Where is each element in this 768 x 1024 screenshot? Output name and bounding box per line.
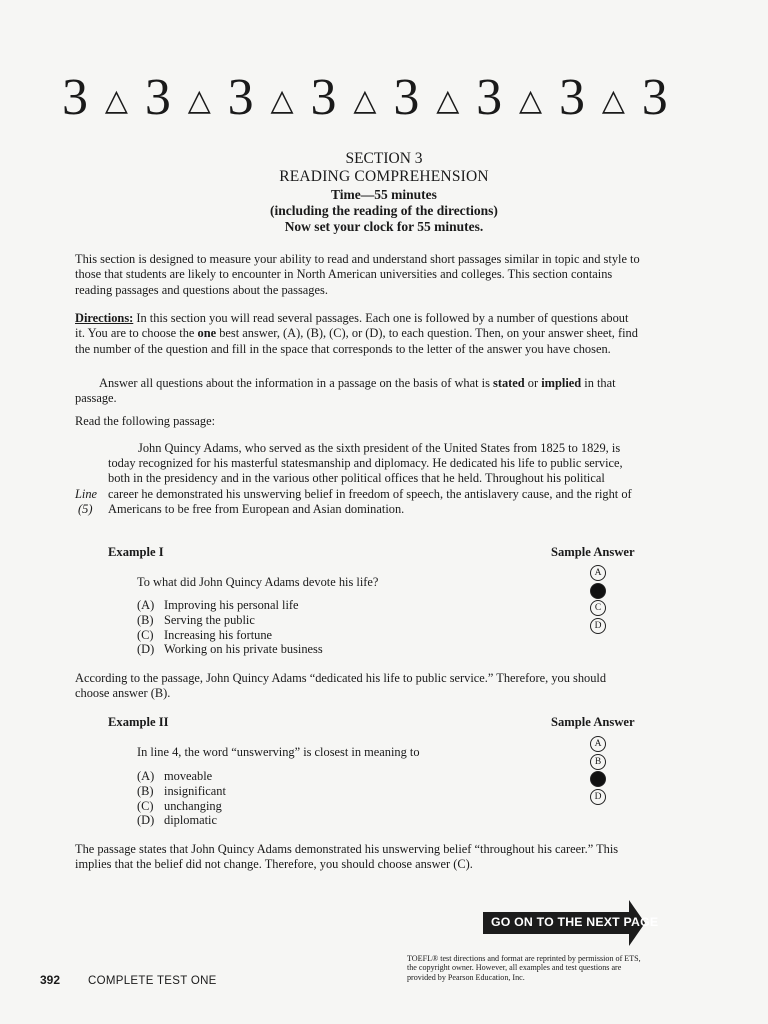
directions-label: Directions: bbox=[75, 311, 134, 325]
triangle-icon: △ bbox=[104, 84, 128, 117]
option-a bbox=[137, 598, 323, 613]
banner-digit: 3 bbox=[476, 69, 503, 126]
option-c bbox=[137, 799, 226, 814]
page-number: 392 bbox=[40, 973, 61, 987]
option-text: Working on his private business bbox=[164, 642, 323, 657]
option-text: unchanging bbox=[164, 798, 222, 813]
directions-text: In this section you will read several passages. Each one is followed by a number of questions about it. You are to choose the bbox=[75, 311, 629, 341]
option-d bbox=[137, 642, 323, 657]
option-text: Serving the public bbox=[164, 612, 255, 627]
option-letter: (B) bbox=[137, 783, 154, 798]
answer-all-text: in that passage. bbox=[75, 376, 616, 406]
example-1-sample-label: Sample Answer bbox=[551, 545, 635, 559]
banner-digit: 3 bbox=[393, 69, 420, 126]
example-2-options bbox=[137, 769, 226, 828]
book-title: COMPLETE TEST ONE bbox=[88, 975, 217, 987]
answer-bubble-d: D bbox=[590, 618, 606, 634]
option-text: Improving his personal life bbox=[164, 598, 299, 612]
triangle-icon: △ bbox=[270, 84, 294, 117]
go-on-next-page-button[interactable] bbox=[483, 900, 659, 946]
reading-passage: John Quincy Adams, who served as the sixth president of the United States from 1825 to 1829, is today recognized for his masterful statesmanship and diplomacy. He dedicated his life to public service, both in the presidency and in the various other political offices that he held. Throughout his political career he demonstrated his unswerving belief in freedom of speech, the antislavery cause, and the right of Americans to be free from European and Asian domination. bbox=[108, 441, 632, 516]
option-c bbox=[137, 628, 323, 643]
option-text: diplomatic bbox=[164, 813, 217, 828]
banner-digit: 3 bbox=[62, 69, 88, 126]
option-letter: (D) bbox=[137, 642, 155, 657]
section-banner bbox=[62, 68, 668, 128]
implied-emphasis: implied bbox=[541, 376, 582, 390]
answer-bubble-d: D bbox=[590, 789, 606, 805]
option-letter: (B) bbox=[137, 612, 154, 627]
answer-all-text: or bbox=[524, 376, 542, 390]
answer-all-text: Answer all questions about the information in a passage on the basis of what is bbox=[99, 376, 494, 390]
option-b bbox=[137, 613, 323, 628]
example-2-title: Example II bbox=[108, 715, 169, 729]
triangle-icon: △ bbox=[519, 84, 543, 117]
answer-bubble-c: C bbox=[590, 600, 606, 616]
triangle-icon: △ bbox=[187, 84, 211, 117]
answer-all-paragraph bbox=[75, 376, 640, 407]
option-letter: (D) bbox=[137, 813, 155, 828]
section-number: SECTION 3 bbox=[345, 150, 423, 167]
answer-bubble-b: B bbox=[590, 754, 606, 770]
option-text: moveable bbox=[164, 769, 213, 783]
intro-paragraph: This section is designed to measure your ability to read and understand short passages similar in topic and style to those that students are likely to encounter in North American universities and colleges. This section contains reading passages and questions about the passages. bbox=[75, 252, 640, 297]
banner-digit: 3 bbox=[641, 69, 668, 126]
banner-digit: 3 bbox=[227, 69, 254, 126]
read-following-label: Read the following passage: bbox=[75, 414, 216, 428]
answer-bubble-c-filled: C bbox=[590, 771, 606, 787]
time-limit: Time—55 minutes bbox=[331, 187, 437, 202]
option-letter: (A) bbox=[137, 598, 155, 612]
option-letter: (C) bbox=[137, 627, 154, 642]
line-label: Line bbox=[75, 487, 98, 501]
triangle-icon: △ bbox=[353, 84, 377, 117]
option-a bbox=[137, 769, 226, 784]
example-2-answer-bubbles bbox=[590, 736, 608, 806]
go-on-label: GO ON TO THE NEXT PAGE bbox=[491, 915, 659, 929]
permission-notice: TOEFL® test directions and format are reprinted by permission of ETS, the copyright owner. However, all examples and test questions are provided by Pearson Education, Inc. bbox=[407, 954, 641, 982]
section-title: READING COMPREHENSION bbox=[279, 168, 489, 185]
answer-bubble-a: A bbox=[590, 565, 606, 581]
example-1-answer-bubbles bbox=[590, 565, 608, 635]
time-note: (including the reading of the directions) bbox=[270, 203, 498, 218]
stated-emphasis: stated bbox=[493, 376, 525, 390]
clock-instruction: Now set your clock for 55 minutes. bbox=[284, 219, 484, 234]
example-1-title: Example I bbox=[108, 545, 164, 559]
directions-text: best answer, (A), (B), (C), or (D), to each question. Then, on your answer sheet, find the number of the question and fill in the space that corresponds to the letter of the answer you have chosen. bbox=[75, 326, 638, 356]
directions-emphasis: one bbox=[197, 326, 217, 341]
banner-digit: 3 bbox=[558, 69, 585, 126]
answer-bubble-b-filled: B bbox=[590, 583, 606, 599]
example-1-options bbox=[137, 598, 323, 657]
banner-digit: 3 bbox=[310, 69, 337, 126]
option-letter: (C) bbox=[137, 798, 154, 813]
example-1-explanation: According to the passage, John Quincy Adams “dedicated his life to public service.” Therefore, you should choose answer (B). bbox=[75, 671, 607, 701]
line-number-5: (5) bbox=[78, 502, 93, 516]
example-2-explanation: The passage states that John Quincy Adams demonstrated his unswerving belief “throughout his career.” This implies that the belief did not change. Therefore, you should choose answer (C). bbox=[75, 842, 619, 872]
example-1-question: To what did John Quincy Adams devote his life? bbox=[137, 575, 379, 589]
triangle-icon: △ bbox=[436, 84, 460, 117]
example-2-question: In line 4, the word “unswerving” is closest in meaning to bbox=[137, 745, 420, 759]
option-d bbox=[137, 813, 226, 828]
option-text: Increasing his fortune bbox=[164, 627, 273, 642]
option-letter: (A) bbox=[137, 769, 155, 783]
option-text: insignificant bbox=[164, 783, 226, 798]
banner-digit: 3 bbox=[144, 69, 171, 126]
option-b bbox=[137, 784, 226, 799]
example-2-sample-label: Sample Answer bbox=[551, 715, 635, 729]
directions-paragraph bbox=[75, 311, 640, 357]
triangle-icon: △ bbox=[601, 84, 625, 117]
answer-bubble-a: A bbox=[590, 736, 606, 752]
